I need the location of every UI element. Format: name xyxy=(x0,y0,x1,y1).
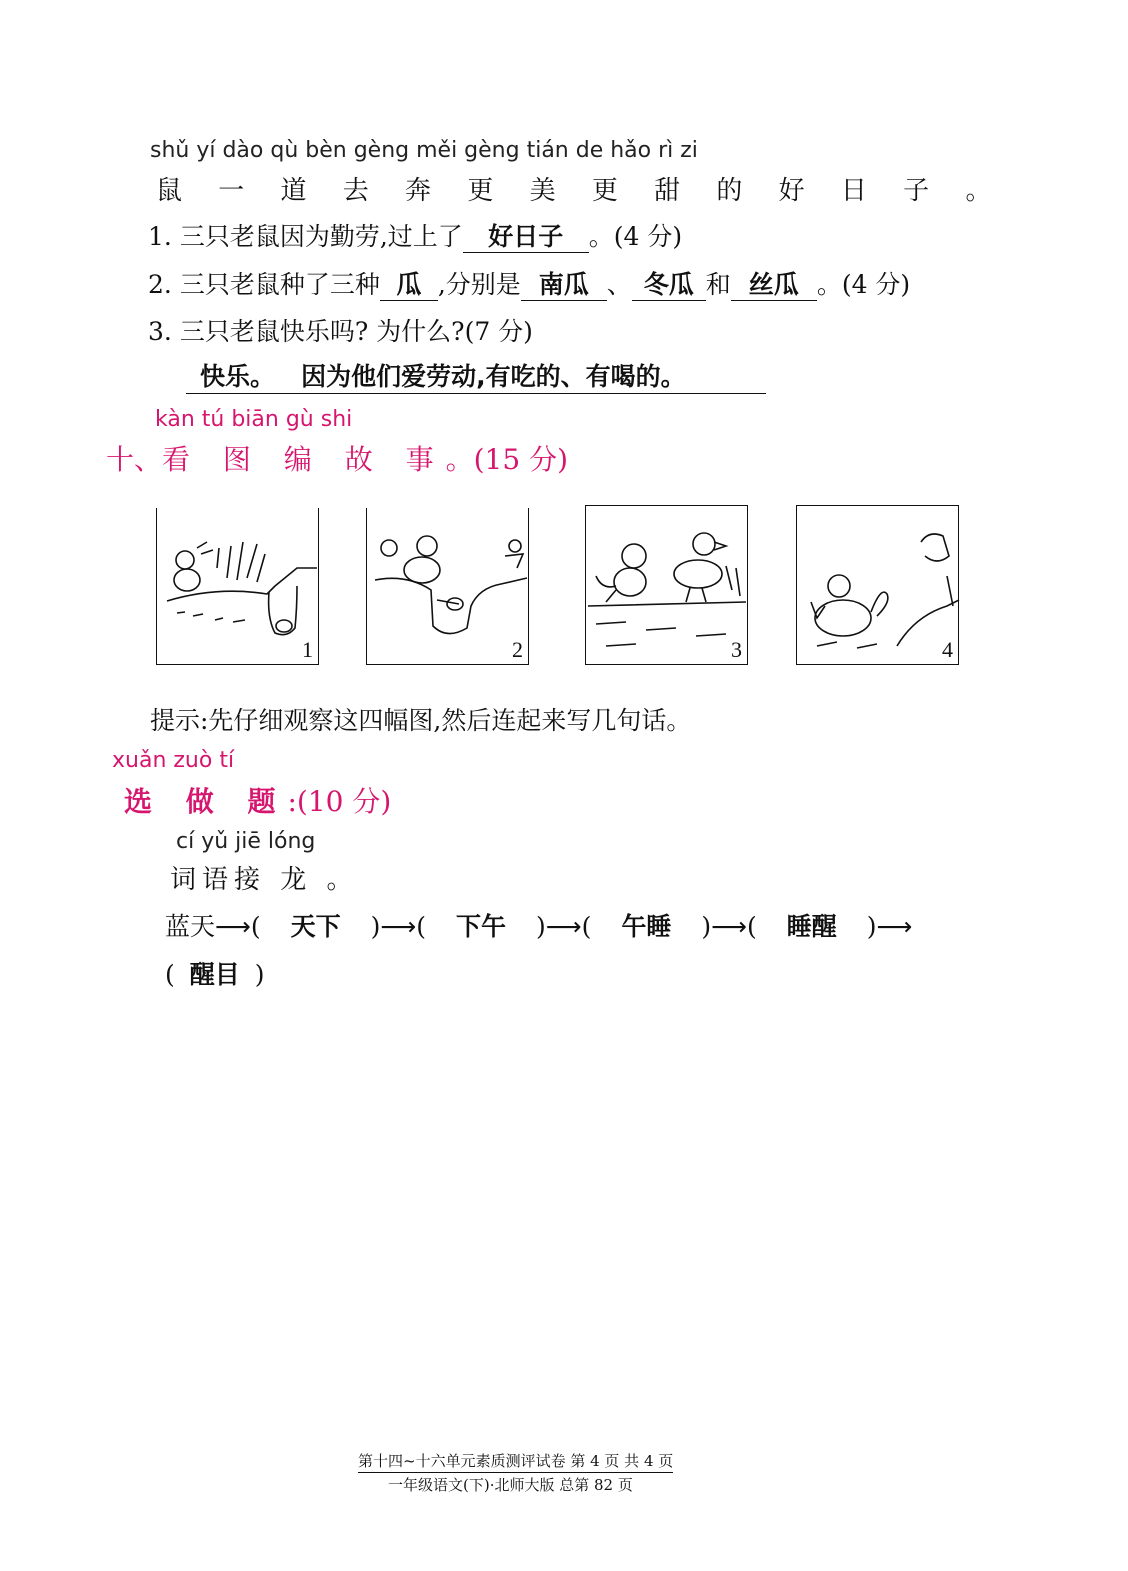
word-chain-row-2 xyxy=(165,955,265,991)
footer-line-1: 第十四~十六单元素质测评试卷 第 4 页 共 4 页 xyxy=(358,1450,673,1473)
chain-start: 蓝天 xyxy=(165,912,216,941)
optional-score: :(10 分) xyxy=(287,785,392,818)
arrow-icon: ⟶ xyxy=(215,912,251,941)
question-score: 。(4 分) xyxy=(588,222,683,251)
picture-panel-2 xyxy=(366,508,529,665)
question-score: 。(4 分) xyxy=(816,270,911,299)
question-text: 三只老鼠快乐吗? 为什么?(7 分) xyxy=(179,317,533,346)
question-number: 1. xyxy=(148,222,172,251)
arrow-icon: ⟶ xyxy=(380,912,417,941)
bracket-open: ( xyxy=(165,960,175,989)
question-text: 、 xyxy=(606,270,632,299)
story-text: 鼠 一 道 去 奔 更 美 更 甜 的 好 日 子 。 xyxy=(156,176,1006,206)
panel-number: 4 xyxy=(942,637,953,662)
chick-riding-duck-illustration xyxy=(797,506,960,666)
answer-blank: 南瓜 xyxy=(521,270,607,301)
panel-number: 3 xyxy=(731,637,742,662)
question-text: 三只老鼠因为勤劳,过上了 xyxy=(179,222,463,251)
question-3 xyxy=(148,312,533,348)
section-number: 十、 xyxy=(106,443,163,476)
chain-answer: 午睡 xyxy=(621,912,672,941)
chick-and-duckling-illustration xyxy=(586,506,749,666)
question-text: 和 xyxy=(705,270,731,299)
bracket-close: ) xyxy=(536,912,546,941)
story-pinyin: shǔ yí dào qù bèn gèng měi gèng tián de hǎo rì zi xyxy=(150,138,698,163)
bracket-open: ( xyxy=(581,912,592,941)
question-number: 3. xyxy=(148,317,172,346)
answer-blank: 好日子 xyxy=(463,222,589,253)
arrow-icon: ⟶ xyxy=(545,912,582,941)
bracket-open: ( xyxy=(250,912,261,941)
chain-answer: 醒目 xyxy=(189,960,240,989)
hint-text: 提示:先仔细观察这四幅图,然后连起来写几句话。 xyxy=(150,706,692,735)
answer-blank: 丝瓜 xyxy=(731,270,817,301)
answer-line xyxy=(186,357,766,394)
picture-panel-1 xyxy=(156,508,319,665)
optional-pinyin: xuǎn zuò tí xyxy=(112,748,235,773)
question-2 xyxy=(148,265,910,301)
optional-heading xyxy=(124,780,391,820)
animals-rescue-illustration xyxy=(367,508,530,665)
answer-blank: 冬瓜 xyxy=(632,270,706,301)
section10-heading xyxy=(106,438,568,478)
bracket-close: ) xyxy=(254,960,265,989)
question-text: ,分别是 xyxy=(437,270,521,299)
bracket-open: ( xyxy=(746,912,757,941)
panel-number: 1 xyxy=(302,637,313,662)
section-score: 。(15 分) xyxy=(445,443,569,476)
arrow-icon: ⟶ xyxy=(711,912,747,941)
subtask-title: 词语接 龙 。 xyxy=(170,865,359,895)
picture-panel-3 xyxy=(585,505,748,665)
answer-text: 快乐。 因为他们爱劳动,有吃的、有喝的。 xyxy=(200,362,686,391)
chain-answer: 天下 xyxy=(290,912,341,941)
chain-answer: 睡醒 xyxy=(786,912,837,941)
optional-title: 选 做 题 xyxy=(124,785,288,818)
panel-number: 2 xyxy=(512,637,523,662)
word-chain-row-1 xyxy=(165,907,912,943)
bracket-close: ) xyxy=(370,912,381,941)
bracket-close: ) xyxy=(866,912,877,941)
section-title: 看 图 编 故 事 xyxy=(162,443,446,476)
bracket-close: ) xyxy=(701,912,712,941)
section10-pinyin: kàn tú biān gù shi xyxy=(155,407,353,432)
answer-blank: 瓜 xyxy=(380,270,438,301)
chick-at-hole-illustration xyxy=(157,508,320,665)
question-text: 三只老鼠种了三种 xyxy=(179,270,380,299)
question-1 xyxy=(148,217,682,253)
bracket-open: ( xyxy=(416,912,426,941)
footer-line-2: 一年级语文(下)·北师大版 总第 82 页 xyxy=(388,1476,633,1494)
arrow-icon: ⟶ xyxy=(876,912,913,941)
picture-panel-4 xyxy=(796,505,959,665)
chain-answer: 下午 xyxy=(455,912,506,941)
question-number: 2. xyxy=(148,270,172,299)
subtask-pinyin: cí yǔ jiē lóng xyxy=(176,829,316,854)
